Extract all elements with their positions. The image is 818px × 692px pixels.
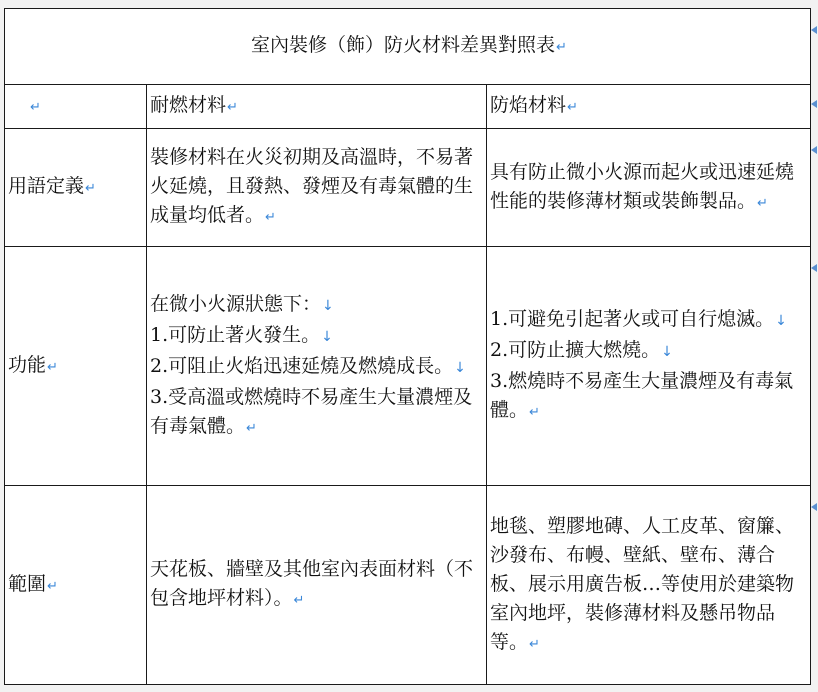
list-item (150, 383, 486, 443)
line-break-mark: ↓ (661, 344, 673, 360)
comparison-table (4, 8, 811, 685)
list-item (490, 367, 810, 427)
header-cell-empty[interactable] (5, 85, 147, 129)
table-row (5, 486, 811, 685)
paragraph-mark: ↵ (556, 40, 567, 55)
header-row (5, 85, 811, 129)
paragraph-mark: ↵ (293, 593, 305, 608)
paragraph-mark: ↵ (265, 210, 276, 225)
header-fire-resistant: 耐燃材料 (150, 94, 227, 116)
margin-arrow-icon (811, 146, 817, 154)
function-flame-retardant-item-2: 2.可防止擴大燃燒。 (490, 339, 661, 361)
row-label-function: 功能 (8, 353, 47, 376)
scope-flame-retardant: 地毯、塑膠地磚、人工皮革、窗簾、沙發布、布幔、壁紙、壁布、薄合板、展示用廣告板…等使用於建築物室內地坪，裝修薄材料及懸吊物品等。 (490, 514, 795, 653)
row-label-cell[interactable] (5, 486, 147, 685)
header-flame-retardant: 防焰材料 (490, 94, 567, 116)
list-item (150, 352, 486, 383)
line-break-mark: ↓ (321, 328, 333, 345)
table-row (5, 247, 811, 486)
margin-arrow-icon (811, 503, 817, 511)
function-fire-resistant-item-3: 3.受高溫或燃燒時不易產生大量濃煙及有毒氣體。 (150, 385, 473, 437)
paragraph-mark: ↵ (30, 100, 41, 115)
definition-flame-retardant: 具有防止微小火源而起火或迅速延燒性能的裝修薄材類或裝飾製品。 (490, 160, 795, 212)
function-flame-retardant-cell[interactable] (487, 247, 811, 486)
paragraph-mark: ↵ (85, 181, 96, 196)
margin-arrow-icon (811, 264, 817, 272)
function-fire-resistant-item-2: 2.可阻止火焰迅速延燒及燃燒成長。 (150, 354, 454, 377)
function-fire-resistant-intro: 在微小火源狀態下： (150, 292, 322, 315)
list-item (150, 321, 486, 352)
paragraph-mark: ↵ (529, 405, 540, 420)
scope-flame-retardant-cell[interactable] (487, 486, 811, 685)
margin-arrow-icon (811, 100, 817, 108)
paragraph-mark: ↵ (529, 636, 540, 652)
table-row (5, 129, 811, 247)
definition-flame-retardant-cell[interactable] (487, 129, 811, 247)
table-title-cell[interactable] (5, 9, 811, 85)
function-flame-retardant-item-3: 3.燃燒時不易產生大量濃煙及有毒氣體。 (490, 370, 794, 421)
table-title: 室內裝修（飾）防火材料差異對照表 (251, 34, 556, 56)
function-fire-resistant-cell[interactable] (147, 247, 487, 486)
paragraph-mark: ↵ (246, 420, 257, 436)
paragraph-mark: ↵ (47, 578, 58, 594)
scope-fire-resistant-cell[interactable] (147, 486, 487, 685)
definition-fire-resistant-cell[interactable] (147, 129, 487, 247)
list-item (490, 336, 810, 367)
line-break-mark: ↓ (454, 359, 466, 376)
scope-fire-resistant: 天花板、牆壁及其他室內表面材料（不包含地坪材料）。 (150, 558, 474, 609)
list-item (490, 305, 810, 336)
margin-arrow-icon (811, 26, 817, 34)
row-label-cell[interactable] (5, 247, 147, 486)
line-break-mark: ↓ (322, 297, 334, 314)
header-cell-fire-resistant[interactable] (147, 85, 487, 129)
definition-fire-resistant: 裝修材料在火災初期及高溫時，不易著火延燒，且發熱、發煙及有毒氣體的生成量均低者。 (150, 146, 474, 226)
list-item (150, 290, 486, 321)
paragraph-mark: ↵ (757, 195, 768, 211)
row-label-cell[interactable] (5, 129, 147, 247)
function-flame-retardant-item-1: 1.可避免引起著火或可自行熄滅。 (490, 308, 775, 330)
header-cell-flame-retardant[interactable] (487, 85, 811, 129)
row-label-scope: 範圍 (8, 572, 47, 595)
row-label-definition: 用語定義 (8, 175, 85, 197)
line-break-mark: ↓ (775, 313, 787, 329)
paragraph-mark: ↵ (227, 100, 238, 115)
title-row (5, 9, 811, 85)
paragraph-mark: ↵ (567, 100, 578, 115)
document-page (4, 8, 810, 684)
function-fire-resistant-item-1: 1.可防止著火發生。 (150, 323, 321, 346)
paragraph-mark: ↵ (47, 359, 58, 375)
